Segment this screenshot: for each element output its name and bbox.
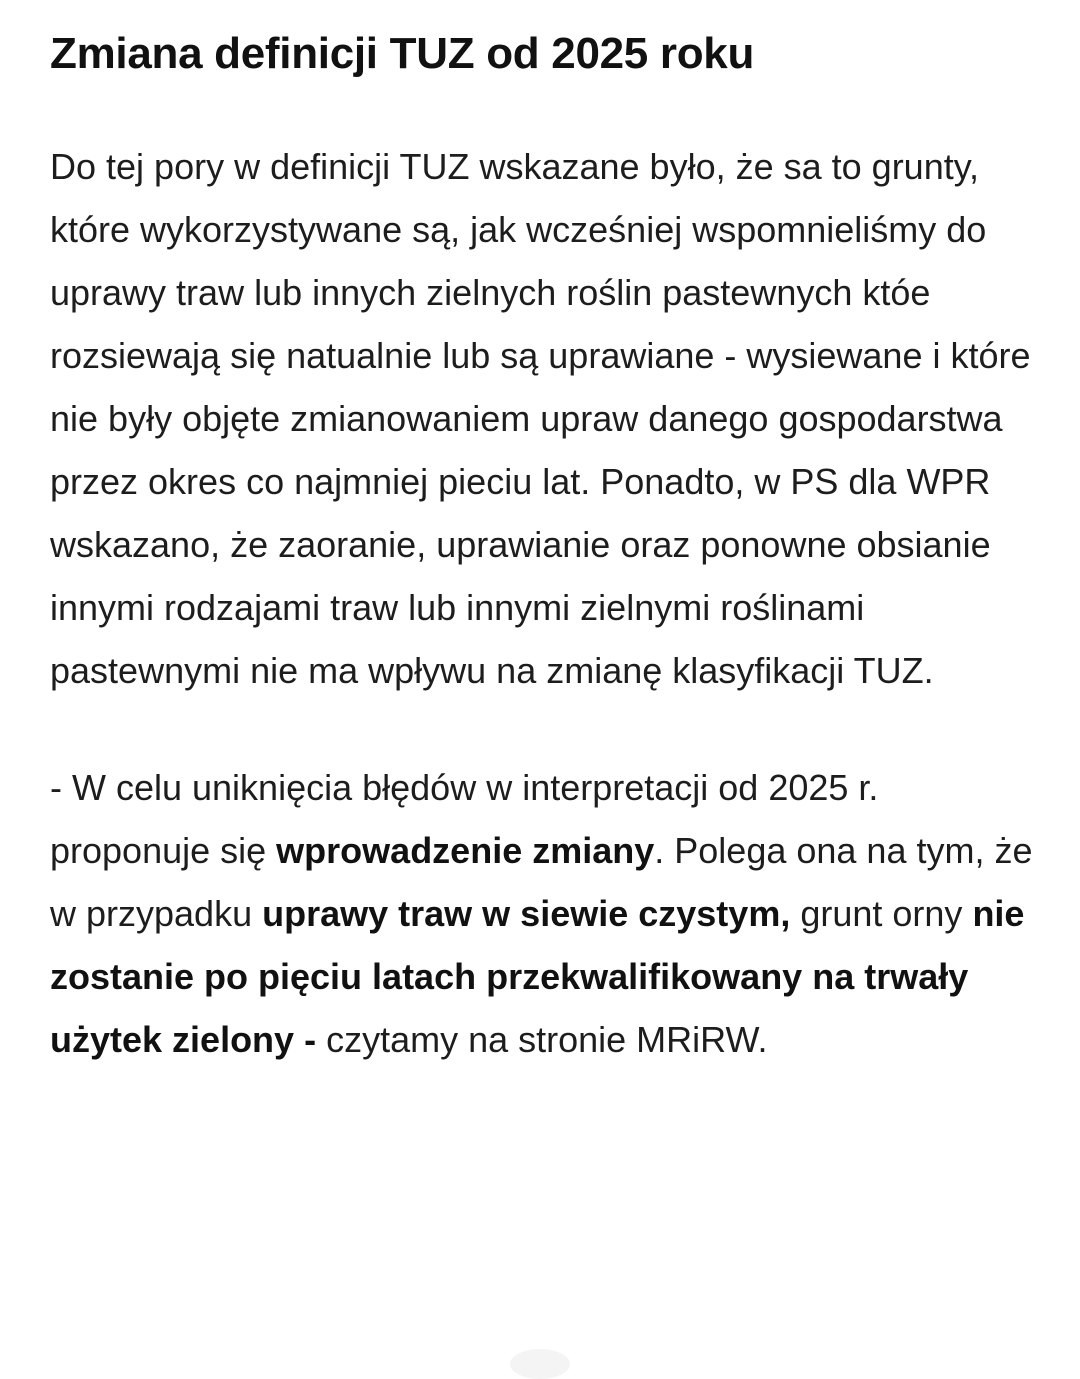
paragraph-change-text-2: . Polega ona na tym, że w przypadku [50,829,1033,934]
paragraph-definition: Do tej pory w definicji TUZ wskazane było, że sa to grunty, które wykorzystywane są, jak wcześniej wspomnieliśmy do uprawy traw lub innych zielnych roślin pastewnych któe rozsiewają się natualnie lub są uprawiane - wysiewane i które nie były objęte zmianowaniem upraw danego gospodarstwa przez okres co najmniej pieciu lat. Ponadto, w PS dla WPR wskazano, że zaoranie, uprawianie oraz ponowne obsianie innymi rodzajami traw lub innymi zielnymi roślinami pastewnymi nie ma wpływu na zmianę klasyfikacji TUZ. [50,145,1031,691]
scroll-indicator [510,1349,570,1379]
paragraph-change-bold-1: wprowadzenie zmiany [276,829,655,871]
article-title: Zmiana definicji TUZ od 2025 roku [50,29,755,78]
article [50,28,1040,1125]
paragraph-change-text-3: grunt orny [790,892,973,934]
paragraph-change [50,756,1040,1071]
paragraph-change-text-4: czytamy na stronie MRiRW. [316,1018,768,1060]
paragraph-change-bold-3: nie zostanie po pięciu latach przekwalifikowany na trwały użytek zielony - [50,892,1025,1060]
paragraph-change-text-1: - W celu uniknięcia błędów w interpretacji od 2025 r. proponuje się [50,766,879,871]
paragraph-change-bold-2: uprawy traw w siewie czystym, [262,892,791,934]
